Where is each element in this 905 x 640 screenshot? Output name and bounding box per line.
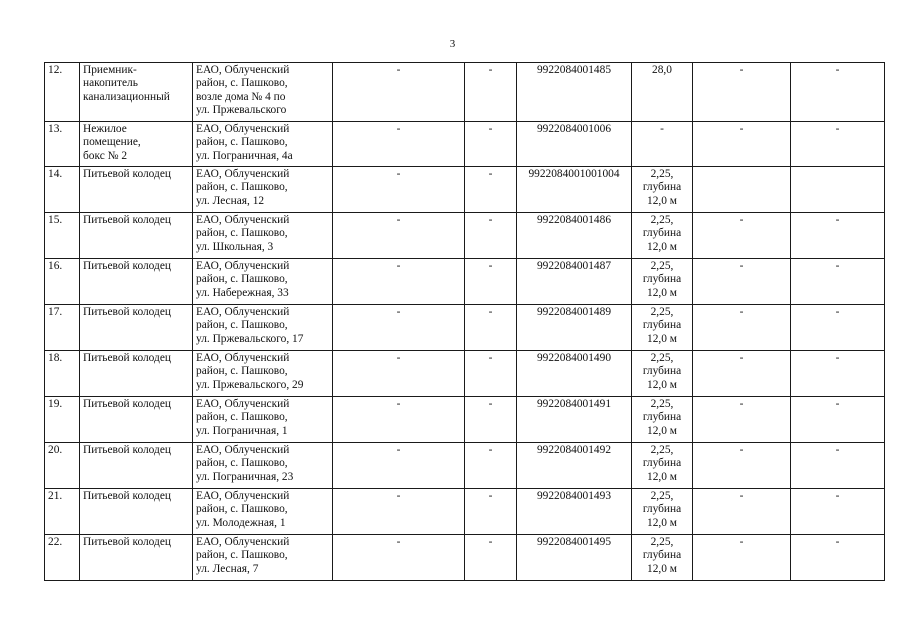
size-line: 2,25, (650, 214, 674, 226)
table-row (45, 351, 885, 397)
column-8-cell (693, 63, 791, 122)
size-line: глубина (642, 457, 682, 470)
column-5-cell (465, 489, 517, 535)
size-line: 2,25, (650, 352, 674, 364)
table-row (45, 122, 885, 167)
address-line: ЕАО, Облученский (196, 306, 290, 318)
size-line: 2,25, (650, 536, 674, 548)
size-line: 12,0 м (647, 286, 677, 299)
row-number: 15. (48, 214, 63, 226)
table-row (45, 397, 885, 443)
object-name-cell (80, 535, 193, 581)
column-5-cell (465, 63, 517, 122)
address-line: ЕАО, Облученский (196, 352, 290, 364)
table-row (45, 443, 885, 489)
object-name-line: Питьевой колодец (83, 398, 171, 410)
address-line: район, с. Пашково, (196, 181, 288, 194)
column-5-value: - (488, 536, 493, 548)
column-8-cell (693, 167, 791, 213)
column-5-value: - (488, 490, 493, 502)
property-registry-table (44, 62, 885, 581)
registry-code-cell (517, 305, 632, 351)
registry-code: 9922084001487 (536, 260, 612, 272)
object-name-line: Питьевой колодец (83, 536, 171, 548)
column-5-value: - (488, 260, 493, 272)
registry-code: 9922084001489 (536, 306, 612, 318)
column-5-cell (465, 443, 517, 489)
object-name-cell (80, 397, 193, 443)
size-line: 12,0 м (647, 562, 677, 575)
table-row (45, 535, 885, 581)
address-line: ЕАО, Облученский (196, 123, 290, 135)
column-4-cell (333, 535, 465, 581)
column-4-cell (333, 443, 465, 489)
column-9-value: - (835, 123, 840, 135)
page-number: 3 (449, 38, 456, 50)
column-8-value: - (739, 306, 744, 318)
column-5-cell (465, 213, 517, 259)
row-number-cell (45, 167, 80, 213)
column-9-cell (791, 259, 885, 305)
row-number-cell (45, 397, 80, 443)
size-line: 2,25, (650, 306, 674, 318)
address-cell (193, 305, 333, 351)
table-row (45, 167, 885, 213)
registry-code-cell (517, 397, 632, 443)
address-cell (193, 397, 333, 443)
size-line: 28,0 (652, 64, 672, 76)
object-name-cell (80, 259, 193, 305)
table-row (45, 305, 885, 351)
column-4-cell (333, 305, 465, 351)
size-line: 12,0 м (647, 194, 677, 207)
size-line: глубина (642, 319, 682, 332)
size-line: глубина (642, 365, 682, 378)
address-line: район, с. Пашково, (196, 319, 288, 332)
row-number-cell (45, 351, 80, 397)
column-8-cell (693, 213, 791, 259)
column-4-value: - (396, 168, 401, 180)
column-5-cell (465, 305, 517, 351)
address-line: ул. Пржевальского, 29 (196, 378, 304, 391)
size-line: глубина (642, 273, 682, 286)
row-number-cell (45, 63, 80, 122)
column-5-cell (465, 351, 517, 397)
object-name-line: Питьевой колодец (83, 352, 171, 364)
column-5-cell (465, 122, 517, 167)
registry-code: 9922084001493 (536, 490, 612, 502)
object-name-line: накопитель (83, 77, 138, 90)
row-number: 21. (48, 490, 63, 502)
column-4-cell (333, 351, 465, 397)
size-line: - (660, 123, 664, 135)
column-5-value: - (488, 64, 493, 76)
column-4-cell (333, 489, 465, 535)
address-cell (193, 489, 333, 535)
size-cell (632, 122, 693, 167)
column-8-cell (693, 397, 791, 443)
object-name-cell (80, 443, 193, 489)
address-line: ул. Лесная, 12 (196, 194, 265, 207)
registry-code-cell (517, 351, 632, 397)
column-8-value: - (739, 444, 744, 456)
column-9-cell (791, 305, 885, 351)
size-line: глубина (642, 503, 682, 516)
column-9-cell (791, 63, 885, 122)
row-number: 19. (48, 398, 63, 410)
column-4-value: - (396, 64, 401, 76)
row-number: 22. (48, 536, 63, 548)
column-8-cell (693, 351, 791, 397)
column-9-value: - (835, 306, 840, 318)
address-line: ЕАО, Облученский (196, 398, 290, 410)
table-row (45, 63, 885, 122)
column-9-value: - (835, 490, 840, 502)
registry-code: 9922084001490 (536, 352, 612, 364)
registry-code-cell (517, 443, 632, 489)
size-line: 12,0 м (647, 240, 677, 253)
address-cell (193, 63, 333, 122)
registry-code: 9922084001491 (536, 398, 612, 410)
address-cell (193, 259, 333, 305)
row-number: 18. (48, 352, 63, 364)
column-8-value: - (739, 214, 744, 226)
column-8-cell (693, 443, 791, 489)
table-body (45, 63, 885, 581)
address-line: район, с. Пашково, (196, 411, 288, 424)
registry-code-cell (517, 167, 632, 213)
column-9-cell (791, 122, 885, 167)
row-number-cell (45, 259, 80, 305)
size-cell (632, 351, 693, 397)
column-5-value: - (488, 306, 493, 318)
column-8-cell (693, 489, 791, 535)
column-9-value: - (835, 444, 840, 456)
address-line: ул. Молодежная, 1 (196, 516, 286, 529)
size-cell (632, 443, 693, 489)
column-9-value: - (835, 398, 840, 410)
column-8-value: - (739, 64, 744, 76)
column-4-value: - (396, 490, 401, 502)
object-name-line: Питьевой колодец (83, 306, 171, 318)
address-line: район, с. Пашково, (196, 136, 288, 149)
column-9-value: - (835, 214, 840, 226)
column-8-cell (693, 259, 791, 305)
size-cell (632, 63, 693, 122)
column-8-value: - (739, 490, 744, 502)
column-9-cell (791, 167, 885, 213)
registry-code-cell (517, 213, 632, 259)
address-line: ЕАО, Облученский (196, 168, 290, 180)
row-number-cell (45, 305, 80, 351)
size-line: глубина (642, 549, 682, 562)
column-9-cell (791, 351, 885, 397)
address-cell (193, 122, 333, 167)
size-cell (632, 213, 693, 259)
column-8-value: - (739, 398, 744, 410)
size-cell (632, 489, 693, 535)
size-line: 2,25, (650, 398, 674, 410)
object-name-cell (80, 305, 193, 351)
column-4-value: - (396, 398, 401, 410)
column-4-value: - (396, 536, 401, 548)
column-8-value: - (739, 123, 744, 135)
address-line: район, с. Пашково, (196, 273, 288, 286)
column-4-value: - (396, 214, 401, 226)
address-line: ЕАО, Облученский (196, 444, 290, 456)
address-line: ЕАО, Облученский (196, 490, 290, 502)
address-line: ул. Лесная, 7 (196, 562, 259, 575)
object-name-line: Питьевой колодец (83, 168, 171, 180)
address-cell (193, 167, 333, 213)
size-cell (632, 167, 693, 213)
table-row (45, 489, 885, 535)
object-name-cell (80, 351, 193, 397)
object-name-cell (80, 63, 193, 122)
row-number: 16. (48, 260, 63, 272)
registry-code: 9922084001495 (536, 536, 612, 548)
registry-code: 9922084001485 (536, 64, 612, 76)
column-8-value: - (739, 352, 744, 364)
row-number: 13. (48, 123, 63, 135)
row-number-cell (45, 489, 80, 535)
address-line: район, с. Пашково, (196, 77, 288, 90)
object-name-line: бокс № 2 (83, 149, 128, 162)
column-4-value: - (396, 352, 401, 364)
column-5-cell (465, 259, 517, 305)
column-9-cell (791, 213, 885, 259)
address-line: район, с. Пашково, (196, 227, 288, 240)
object-name-line: Питьевой колодец (83, 444, 171, 456)
address-line: ул. Школьная, 3 (196, 240, 274, 253)
size-line: 12,0 м (647, 516, 677, 529)
registry-code: 9922084001001004 (528, 168, 620, 180)
column-9-cell (791, 397, 885, 443)
size-cell (632, 535, 693, 581)
column-9-value: - (835, 64, 840, 76)
object-name-line: помещение, (83, 136, 141, 149)
address-line: ул. Пограничная, 4а (196, 149, 293, 162)
column-5-value: - (488, 444, 493, 456)
column-4-cell (333, 259, 465, 305)
registry-code: 9922084001006 (536, 123, 612, 135)
address-line: ул. Пржевальского, 17 (196, 332, 304, 345)
column-5-value: - (488, 352, 493, 364)
size-line: 12,0 м (647, 424, 677, 437)
row-number: 14. (48, 168, 63, 180)
object-name-cell (80, 167, 193, 213)
table-row (45, 213, 885, 259)
address-line: ЕАО, Облученский (196, 536, 290, 548)
address-line: ул. Набережная, 33 (196, 286, 289, 299)
column-9-cell (791, 443, 885, 489)
column-9-value: - (835, 260, 840, 272)
column-8-cell (693, 535, 791, 581)
column-5-value: - (488, 123, 493, 135)
size-line: 12,0 м (647, 470, 677, 483)
column-8-value: - (739, 536, 744, 548)
object-name-line: Питьевой колодец (83, 260, 171, 272)
object-name-cell (80, 213, 193, 259)
size-line: 2,25, (650, 444, 674, 456)
size-line: глубина (642, 181, 682, 194)
row-number-cell (45, 443, 80, 489)
address-line: возле дома № 4 по (196, 90, 286, 103)
size-line: глубина (642, 411, 682, 424)
address-line: район, с. Пашково, (196, 457, 288, 470)
object-name-line: Питьевой колодец (83, 490, 171, 502)
column-4-value: - (396, 444, 401, 456)
size-line: глубина (642, 227, 682, 240)
column-4-cell (333, 122, 465, 167)
column-9-value: - (835, 352, 840, 364)
registry-code-cell (517, 122, 632, 167)
address-line: ЕАО, Облученский (196, 214, 290, 226)
column-4-value: - (396, 260, 401, 272)
column-8-cell (693, 122, 791, 167)
address-line: район, с. Пашково, (196, 549, 288, 562)
size-line: 2,25, (650, 490, 674, 502)
column-5-cell (465, 167, 517, 213)
registry-code-cell (517, 259, 632, 305)
row-number: 20. (48, 444, 63, 456)
column-9-value: - (835, 536, 840, 548)
address-cell (193, 443, 333, 489)
size-line: 12,0 м (647, 378, 677, 391)
address-cell (193, 351, 333, 397)
column-8-cell (693, 305, 791, 351)
size-cell (632, 259, 693, 305)
column-9-cell (791, 535, 885, 581)
size-line: 2,25, (650, 260, 674, 272)
size-line: 12,0 м (647, 332, 677, 345)
registry-code-cell (517, 63, 632, 122)
address-line: ЕАО, Облученский (196, 64, 290, 76)
column-9-cell (791, 489, 885, 535)
registry-code: 9922084001492 (536, 444, 612, 456)
column-4-value: - (396, 306, 401, 318)
column-8-value: - (739, 260, 744, 272)
column-4-cell (333, 63, 465, 122)
row-number: 12. (48, 64, 63, 76)
registry-code: 9922084001486 (536, 214, 612, 226)
object-name-line: канализационный (83, 90, 170, 103)
address-line: район, с. Пашково, (196, 503, 288, 516)
row-number: 17. (48, 306, 63, 318)
column-5-value: - (488, 168, 493, 180)
address-line: ул. Пржевальского (196, 103, 287, 116)
object-name-line: Приемник- (83, 64, 137, 76)
column-4-cell (333, 167, 465, 213)
address-line: район, с. Пашково, (196, 365, 288, 378)
column-5-value: - (488, 214, 493, 226)
registry-code-cell (517, 489, 632, 535)
address-line: ул. Пограничная, 1 (196, 424, 288, 437)
address-cell (193, 535, 333, 581)
row-number-cell (45, 535, 80, 581)
column-5-value: - (488, 398, 493, 410)
object-name-cell (80, 489, 193, 535)
size-line: 2,25, (650, 168, 674, 180)
address-cell (193, 213, 333, 259)
size-cell (632, 397, 693, 443)
address-line: ЕАО, Облученский (196, 260, 290, 272)
column-4-value: - (396, 123, 401, 135)
address-line: ул. Пограничная, 23 (196, 470, 294, 483)
column-5-cell (465, 397, 517, 443)
object-name-cell (80, 122, 193, 167)
column-5-cell (465, 535, 517, 581)
row-number-cell (45, 122, 80, 167)
object-name-line: Питьевой колодец (83, 214, 171, 226)
column-4-cell (333, 213, 465, 259)
size-cell (632, 305, 693, 351)
table-row (45, 259, 885, 305)
registry-code-cell (517, 535, 632, 581)
row-number-cell (45, 213, 80, 259)
column-4-cell (333, 397, 465, 443)
object-name-line: Нежилое (83, 123, 127, 135)
